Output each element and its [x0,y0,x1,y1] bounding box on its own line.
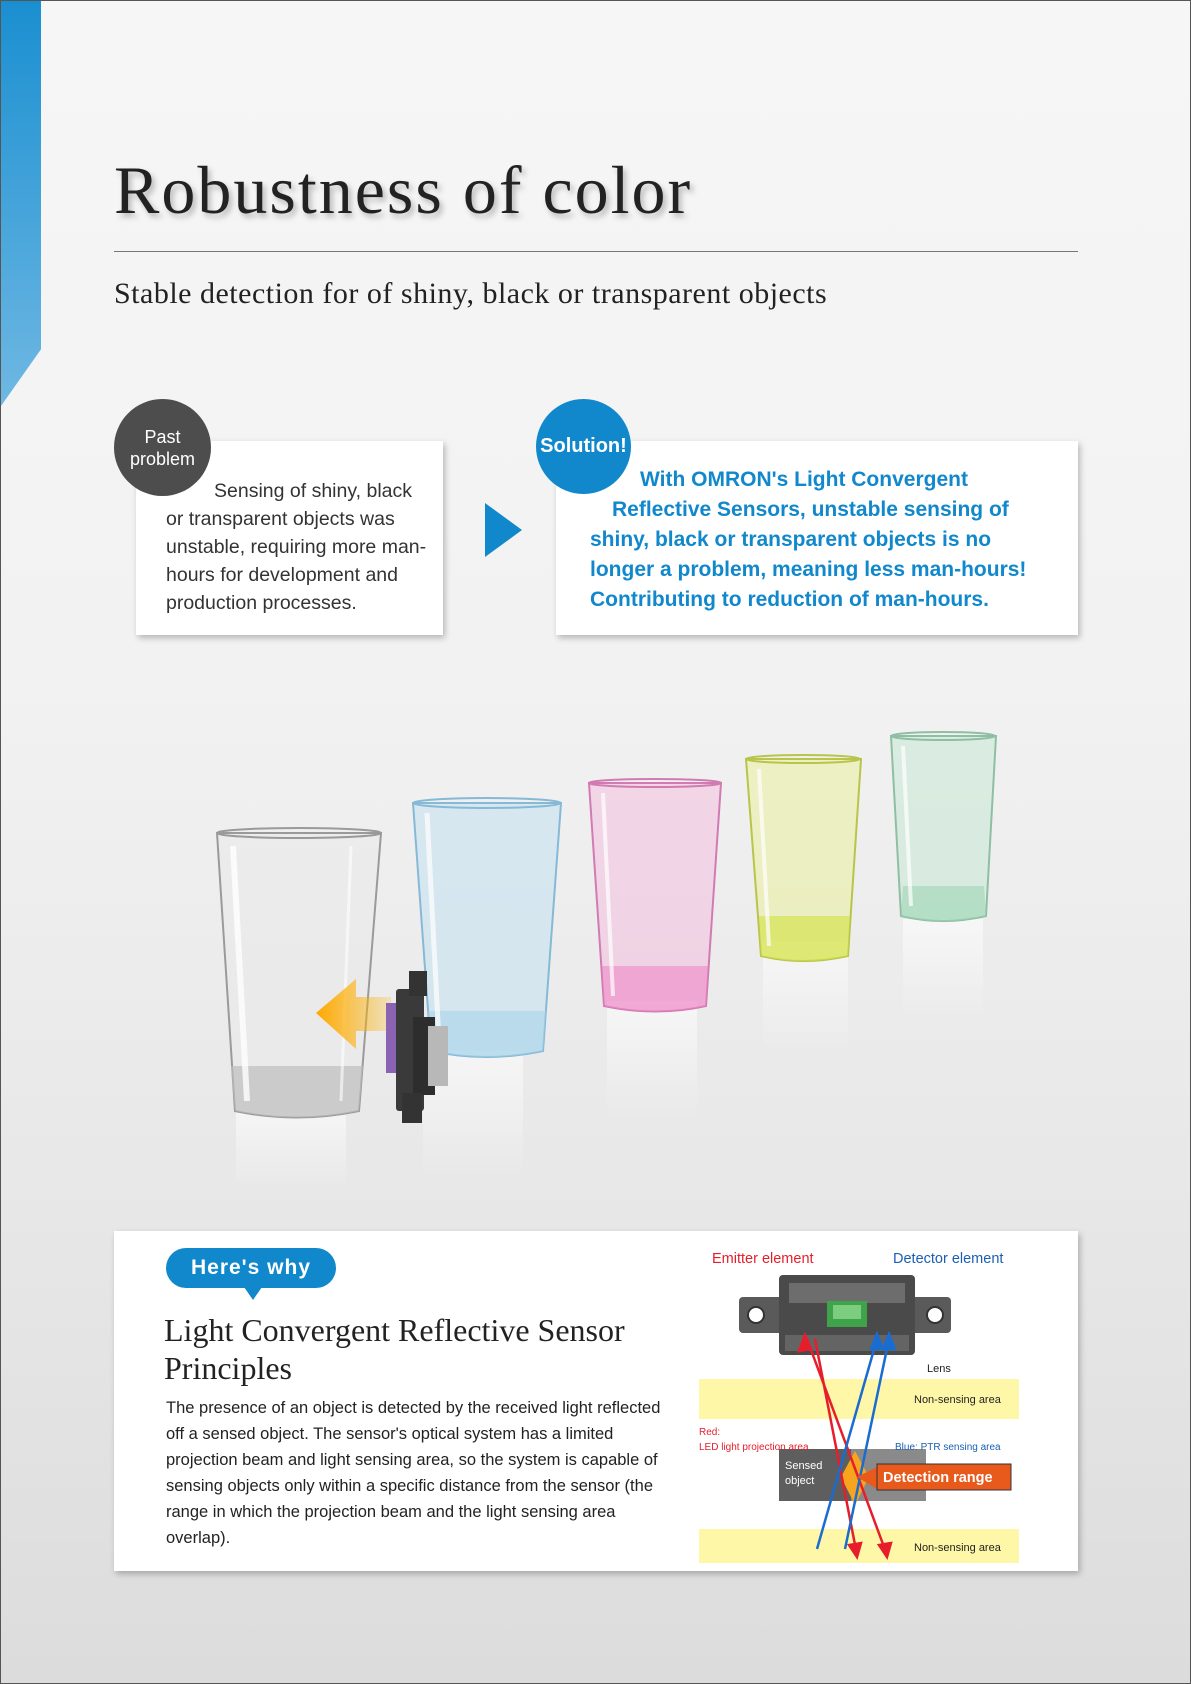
heres-why-card [114,1231,1078,1571]
solution-line-1: With OMRON's Light Convergent [640,468,968,491]
glasses-illustration [191,721,1021,1191]
corner-accent [1,1,41,406]
non-sensing-area-bottom-label: Non-sensing area [914,1542,1001,1554]
glass-yellow [746,755,861,1051]
blue-label: Blue: PTR sensing area [895,1442,1001,1453]
sensor-head [739,1275,951,1355]
solution-line-5: Contributing to reduction of man-hours. [590,588,989,611]
past-problem-badge [114,399,211,496]
problem-text: Sensing of shiny, black or transparent objects was unstable, requiring more man-hours for development and production processes. [166,480,427,614]
lens-label: Lens [927,1363,951,1375]
page-subtitle: Stable detection for of shiny, black or transparent objects [114,277,828,310]
emitter-element-label: Emitter element [712,1251,814,1267]
detector-beams [817,1334,895,1549]
detection-range-callout [857,1464,1011,1490]
sensed-object-label-2: object [785,1475,815,1487]
heres-why-badge: Here's why [166,1248,336,1288]
emitter-beams [799,1335,891,1557]
past-problem-badge-line2: problem [129,448,196,469]
solution-badge: Solution! [536,399,631,494]
solution-line-3: shiny, black or transparent objects is no [590,528,992,551]
solution-card [556,441,1078,635]
past-problem-badge-line1: Past [144,426,181,447]
sensed-object-label-1: Sensed [785,1460,823,1472]
title-divider [114,251,1078,252]
detector-element-label: Detector element [893,1251,1004,1267]
solution-text [590,465,1060,615]
sensor-principle-diagram [699,1239,1069,1563]
non-sensing-area-top-label: Non-sensing area [914,1394,1001,1406]
detection-range-label: Detection range [883,1470,993,1486]
principles-heading: Light Convergent Reflective Sensor Principles [164,1312,625,1386]
red-label-1: Red: [699,1427,721,1438]
page-title: Robustness of color [114,152,693,228]
arrow-right-icon [485,503,522,557]
solution-line-4: longer a problem, meaning less man-hours! [590,558,1027,581]
glass-blue [413,798,561,1181]
solution-line-2: Reflective Sensors, unstable sensing of [612,498,1009,521]
red-label-2: LED light projection area [699,1442,809,1453]
principles-description: The presence of an object is detected by the received light reflected off a sensed object. The sensor's optical system has a limited projection beam and light sensing area, so the system is capable of sensing objects only within a specific distance from the sensor (the range in which the projection beam and the light sensing area overlap). [166,1399,661,1547]
glass-green [891,732,996,1019]
glass-pink [589,779,721,1121]
